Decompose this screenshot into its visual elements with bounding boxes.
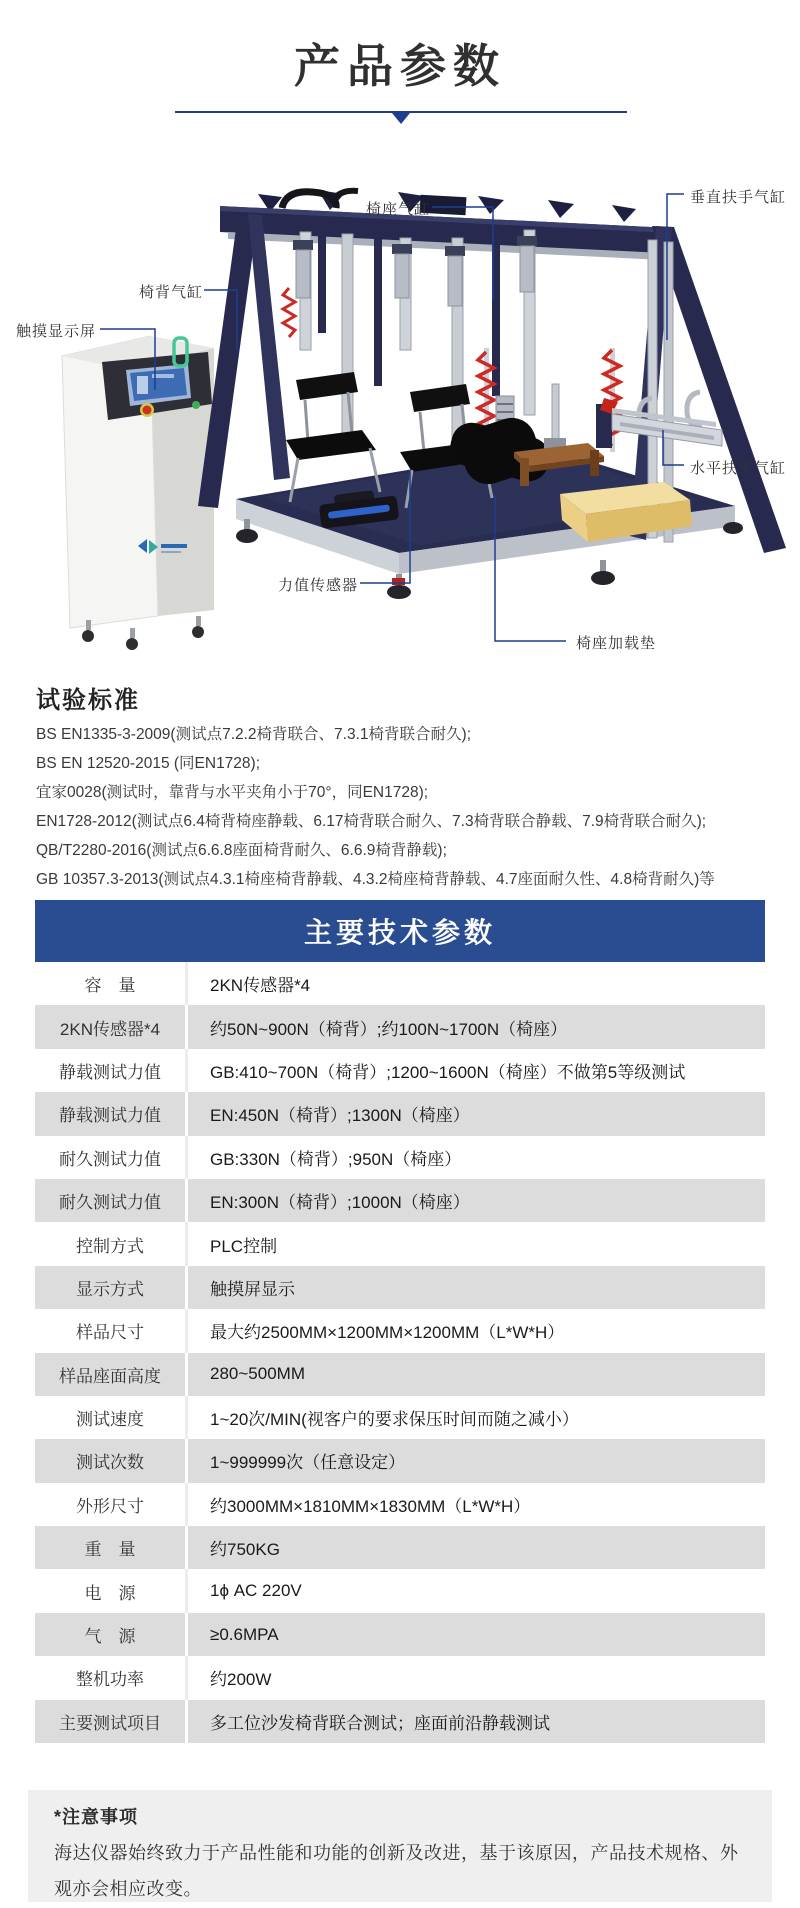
spec-value: 280~500MM <box>185 1353 765 1396</box>
table-row <box>35 1309 765 1352</box>
standards-item: QB/T2280-2016(测试点6.6.8座面椅背耐久、6.6.9椅背静载); <box>36 842 447 859</box>
spec-label: 样品座面高度 <box>59 1366 161 1386</box>
table-row <box>35 1136 765 1179</box>
notice-title: *注意事项 <box>54 1807 139 1827</box>
spec-label: 静载测试力值 <box>59 1062 161 1082</box>
machine-frame <box>198 190 786 599</box>
spec-value: 约750KG <box>185 1526 765 1569</box>
spec-label: 耐久测试力值 <box>59 1149 161 1169</box>
spec-label: 静载测试力值 <box>59 1106 161 1126</box>
table-row <box>35 1656 765 1699</box>
spec-value: 2KN传感器*4 <box>185 962 765 1005</box>
standards-item: BS EN 12520-2015 (同EN1728); <box>36 755 261 772</box>
spec-value: 约3000MM×1810MM×1830MM（L*W*H） <box>185 1483 765 1526</box>
notice-body: 海达仪器始终致力于产品性能和功能的创新及改进，基于该原因，产品技术规格、外观亦会相应改变。 <box>54 1843 739 1899</box>
title-divider-triangle-icon <box>392 113 410 124</box>
table-row <box>35 1700 765 1743</box>
spec-value: 最大约2500MM×1200MM×1200MM（L*W*H） <box>185 1309 765 1352</box>
spec-value: EN:450N（椅背）;1300N（椅座） <box>185 1092 765 1135</box>
table-row <box>35 1439 765 1482</box>
standards-list <box>36 720 781 894</box>
callout-label-force-sensor: 力值传感器 <box>277 577 358 594</box>
table-row <box>35 1483 765 1526</box>
notice-box <box>28 1790 772 1902</box>
table-row <box>35 962 765 1005</box>
spec-label: 容 量 <box>84 976 136 996</box>
callout-label-vertical-armrest-cylinder: 垂直扶手气缸 <box>690 189 787 206</box>
callout-label-horizontal-armrest-cylinder: 水平扶手气缸 <box>690 460 787 477</box>
spec-label: 电 源 <box>84 1583 136 1603</box>
spec-value: 约50N~900N（椅背）;约100N~1700N（椅座） <box>185 1005 765 1048</box>
spec-label: 整机功率 <box>76 1670 144 1690</box>
spec-table <box>35 900 765 1743</box>
spec-label: 显示方式 <box>76 1279 144 1299</box>
standards-item: EN1728-2012(测试点6.4椅背椅座静载、6.17椅背联合耐久、7.3椅背联合静载、7.9椅背联合耐久); <box>36 813 707 830</box>
table-row <box>35 1613 765 1656</box>
spec-label: 2KN传感器*4 <box>59 1019 161 1039</box>
table-row <box>35 1266 765 1309</box>
callout-label-seat-cylinder: 椅座气缸 <box>365 201 430 218</box>
table-row <box>35 1005 765 1048</box>
spec-label: 重 量 <box>84 1540 136 1560</box>
spec-value: GB:410~700N（椅背）;1200~1600N（椅座）不做第5等级测试 <box>185 1049 765 1092</box>
spec-value: 1~999999次（任意设定） <box>185 1439 765 1482</box>
spec-value: GB:330N（椅背）;950N（椅座） <box>185 1136 765 1179</box>
table-row <box>35 1092 765 1135</box>
spec-label: 样品尺寸 <box>76 1323 144 1343</box>
table-row <box>35 1569 765 1612</box>
table-row <box>35 1179 765 1222</box>
spec-label: 控制方式 <box>76 1236 144 1256</box>
table-row <box>35 1222 765 1265</box>
callout-label-touch-screen: 触摸显示屏 <box>16 323 97 340</box>
spec-label: 测试速度 <box>76 1410 144 1430</box>
callout-label-backrest-cylinder: 椅背气缸 <box>139 284 204 301</box>
table-row <box>35 1049 765 1092</box>
spec-value: ≥0.6MPA <box>185 1613 765 1656</box>
page-title: 产品参数 <box>294 40 506 92</box>
callout-label-seat-loading-pad: 椅座加载垫 <box>576 635 657 652</box>
standards-heading: 试验标准 <box>36 687 140 714</box>
spec-label: 主要测试项目 <box>59 1713 161 1733</box>
spec-table-header: 主要技术参数 <box>35 900 765 962</box>
spec-value: 多工位沙发椅背联合测试；座面前沿静载测试 <box>185 1700 765 1743</box>
spec-value: 1ϕ AC 220V <box>185 1569 765 1612</box>
standards-item: GB 10357.3-2013(测试点4.3.1椅座椅背静载、4.3.2椅座椅背静载、4.7座面耐久性、4.8椅背耐久)等 <box>36 871 715 888</box>
standards-item: 宜家0028(测试时，靠背与水平夹角小于70°，同EN1728); <box>36 784 429 801</box>
table-row <box>35 1526 765 1569</box>
spec-value: PLC控制 <box>185 1222 765 1265</box>
spec-value: EN:300N（椅背）;1000N（椅座） <box>185 1179 765 1222</box>
spec-value: 1~20次/MIN(视客户的要求保压时间而随之减小） <box>185 1396 765 1439</box>
spec-value: 触摸屏显示 <box>185 1266 765 1309</box>
standards-item: BS EN1335-3-2009(测试点7.2.2椅背联合、7.3.1椅背联合耐久); <box>36 726 472 743</box>
spec-label: 测试次数 <box>76 1453 144 1473</box>
table-row <box>35 1353 765 1396</box>
console-cabinet <box>62 336 214 650</box>
spec-label: 外形尺寸 <box>76 1496 144 1516</box>
spec-label: 耐久测试力值 <box>59 1193 161 1213</box>
spec-table-body <box>35 962 765 1743</box>
spec-value: 约200W <box>185 1656 765 1699</box>
table-row <box>35 1396 765 1439</box>
spec-label: 气 源 <box>84 1627 136 1647</box>
